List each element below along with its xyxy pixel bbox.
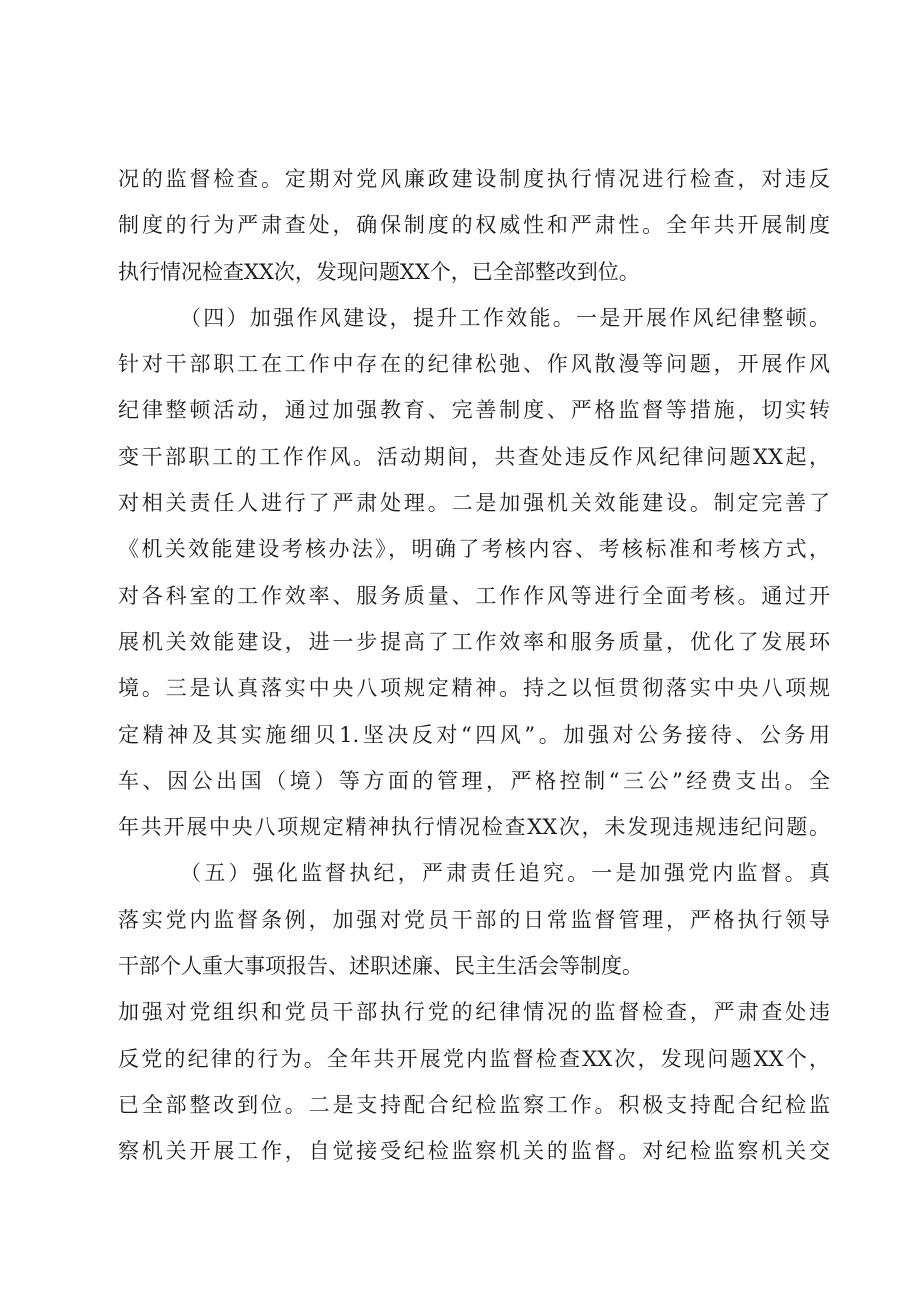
text-line: 境。三是认真落实中央八项规定精神。持之以恒贯彻落实中央八项规 bbox=[118, 676, 830, 701]
text-line: 车、因公出国（境）等方面的管理，严格控制“三公”经费支出。全 bbox=[118, 768, 830, 793]
text-line: 反党的纪律的行为。全年共开展党内监督检查XX次，发现问题XX个， bbox=[118, 1046, 830, 1071]
text-line: 制度的行为严肃查处，确保制度的权威性和严肃性。全年共开展制度 bbox=[118, 213, 830, 238]
text-line: 加强对党组织和党员干部执行党的纪律情况的监督检查，严肃查处违 bbox=[118, 1000, 830, 1025]
text-line: 展机关效能建设，进一步提高了工作效率和服务质量，优化了发展环 bbox=[118, 629, 830, 654]
text-line: 察机关开展工作，自觉接受纪检监察机关的监督。对纪检监察机关交 bbox=[118, 1139, 830, 1164]
text-line: 针对干部职工在工作中存在的纪律松弛、作风散漫等问题，开展作风 bbox=[118, 352, 830, 377]
text-line: 干部个人重大事项报告、述职述廉、民主生活会等制度。 bbox=[118, 954, 643, 979]
text-line: 况的监督检查。定期对党风廉政建设制度执行情况进行检查，对违反 bbox=[118, 167, 830, 191]
text-line: 落实党内监督条例，加强对党员干部的日常监督管理，严格执行领导 bbox=[118, 907, 830, 932]
body-text bbox=[118, 156, 830, 1175]
section-heading-line: （五）强化监督执纪，严肃责任追究。一是加强党内监督。真 bbox=[180, 861, 830, 886]
section-heading-line: （四）加强作风建设，提升工作效能。一是开展作风纪律整顿。 bbox=[180, 305, 830, 330]
text-line: 定精神及其实施细贝1.坚决反对“四风”。加强对公务接待、公务用 bbox=[118, 722, 830, 747]
text-line: 《机关效能建设考核办法》，明确了考核内容、考核标准和考核方式， bbox=[118, 537, 830, 562]
text-line: 对相关责任人进行了严肃处理。二是加强机关效能建设。制定完善了 bbox=[118, 491, 830, 516]
text-line: 执行情况检查XX次，发现问题XX个，已全部整改到位。 bbox=[118, 259, 640, 284]
text-line: 对各科室的工作效率、服务质量、工作作风等进行全面考核。通过开 bbox=[118, 583, 830, 608]
text-line: 变干部职工的工作作风。活动期间，共查处违反作风纪律问题XX起， bbox=[118, 444, 830, 469]
text-line: 年共开展中央八项规定精神执行情况检查XX次，未发现违规违纪问题。 bbox=[118, 815, 830, 840]
text-line: 已全部整改到位。二是支持配合纪检监察工作。积极支持配合纪检监 bbox=[118, 1092, 830, 1117]
text-line: 纪律整顿活动，通过加强教育、完善制度、严格监督等措施，切实转 bbox=[118, 398, 830, 423]
